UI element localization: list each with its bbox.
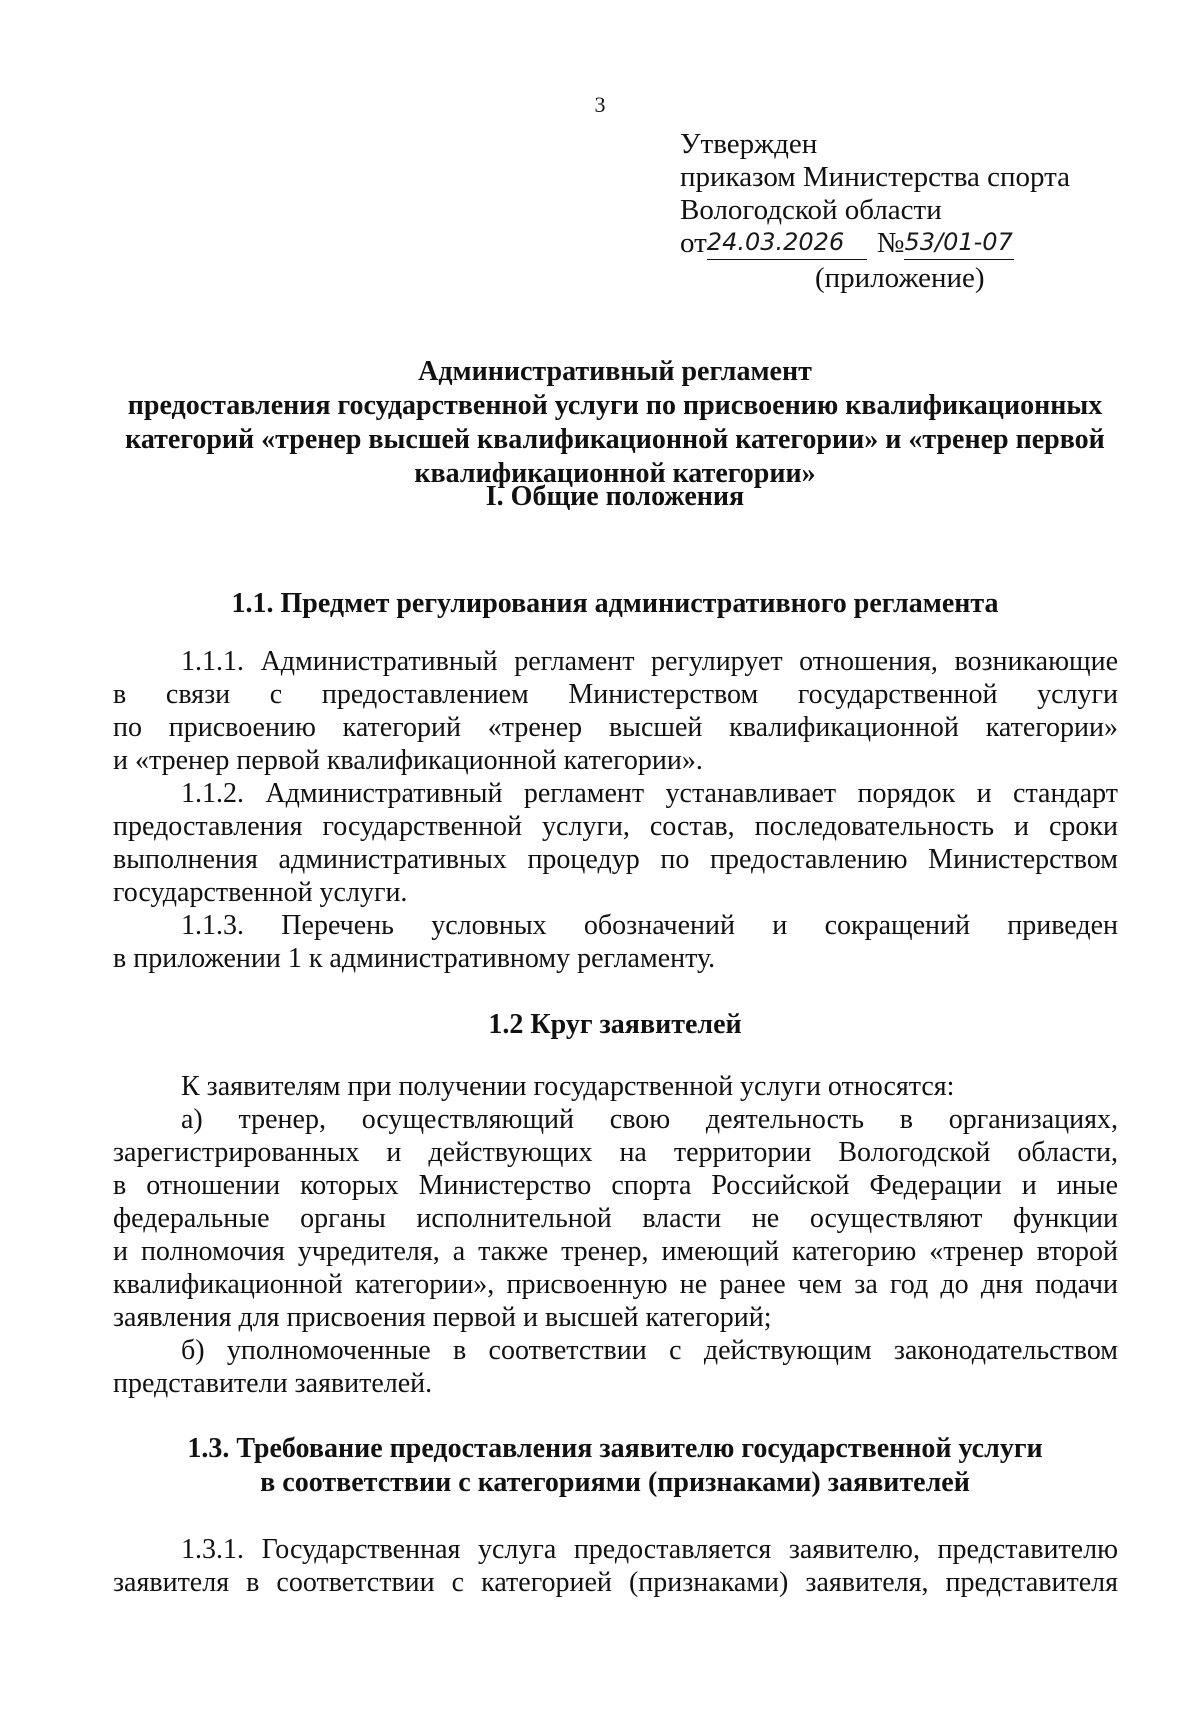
text-line: государственной услуги. (113, 877, 408, 908)
text-line: и «тренер первой квалификационной категории». (113, 745, 703, 776)
page-number: 3 (594, 92, 606, 117)
text-line: 1.3.1. Государственная услуга предоставляется заявителю, представителю (181, 1534, 1118, 1565)
paragraph-1-2-item-b (113, 1334, 1118, 1400)
text-line: 1.1.2. Административный регламент устанавливает порядок и стандарт (181, 778, 1118, 809)
text-line: 1.1.3. Перечень условных обозначений и сокращений приведен (181, 910, 1118, 941)
text-line: квалификационной категории», присвоенную не ранее чем за год до дня подачи (113, 1269, 1118, 1300)
section-1-1-heading: 1.1. Предмет регулирования административного регламента (231, 588, 999, 619)
approval-line-order: приказом Министерства спорта (680, 161, 1071, 193)
section-1-heading: I. Общие положения (485, 481, 745, 512)
approval-line-approved: Утвержден (680, 128, 818, 160)
paragraph-1-1-3 (113, 909, 1118, 975)
title-line-3: категорий «тренер высшей квалификационной категории» и «тренер первой (125, 424, 1105, 455)
date-prefix: от (680, 227, 707, 259)
document-title (110, 355, 1120, 491)
approval-date-number-line (680, 227, 1070, 262)
text-line: предоставления государственной услуги, состав, последовательность и сроки (113, 811, 1118, 842)
text-line: по присвоению категорий «тренер высшей квалификационной категории» (113, 712, 1118, 743)
section-1-3-heading-line-2: в соответствии с категориями (признаками) заявителей (260, 1467, 970, 1498)
text-line: К заявителям при получении государственной услуги относятся: (181, 1071, 955, 1102)
text-line: б) уполномоченные в соответствии с действующим законодательством (181, 1335, 1118, 1366)
handwritten-date: 24.03.2026 (706, 228, 845, 256)
text-line: в отношении которых Министерство спорта Российской Федерации и иные (113, 1170, 1118, 1201)
section-1-3-heading-line-1: 1.3. Требование предоставления заявителю государственной услуги (187, 1433, 1043, 1464)
approval-line-region: Вологодской области (680, 194, 942, 226)
text-line: федеральные органы исполнительной власти не осуществляют функции (113, 1203, 1118, 1234)
title-line-4: квалификационной категории» (414, 458, 816, 489)
date-field (707, 225, 867, 260)
text-line: зарегистрированных и действующих на территории Вологодской области, (113, 1137, 1118, 1168)
paragraph-1-3-1 (113, 1533, 1118, 1599)
text-line: заявителя в соответствии с категорией (признаками) заявителя, представителя (113, 1567, 1118, 1598)
paragraph-1-1-2 (113, 777, 1118, 909)
approval-appendix-note: (приложение) (815, 262, 985, 294)
title-line-1: Административный регламент (418, 356, 812, 387)
text-line: и полномочия учредителя, а также тренер, имеющий категорию «тренер второй (113, 1236, 1118, 1267)
paragraph-1-2-item-a (113, 1103, 1118, 1334)
text-line: выполнения административных процедур по предоставлению Министерством (113, 844, 1118, 875)
number-prefix: № (876, 227, 905, 259)
title-line-2: предоставления государственной услуги по присвоению квалификационных (127, 390, 1103, 421)
number-field (904, 225, 1014, 260)
handwritten-number: 53/01-07 (904, 228, 1013, 256)
text-line: в приложении 1 к административному регламенту. (113, 943, 716, 974)
text-line: в связи с предоставлением Министерством государственной услуги (113, 679, 1118, 710)
text-line: заявления для присвоения первой и высшей категорий; (113, 1302, 772, 1333)
text-line: а) тренер, осуществляющий свою деятельность в организациях, (181, 1104, 1118, 1135)
paragraph-1-1-1 (113, 645, 1118, 777)
approval-stamp-block (680, 128, 1070, 295)
section-1-2-heading: 1.2 Круг заявителей (488, 1009, 742, 1040)
text-line: 1.1.1. Административный регламент регулирует отношения, возникающие (181, 646, 1118, 677)
text-line: представители заявителей. (113, 1368, 433, 1399)
paragraph-1-2-intro (113, 1070, 1118, 1103)
